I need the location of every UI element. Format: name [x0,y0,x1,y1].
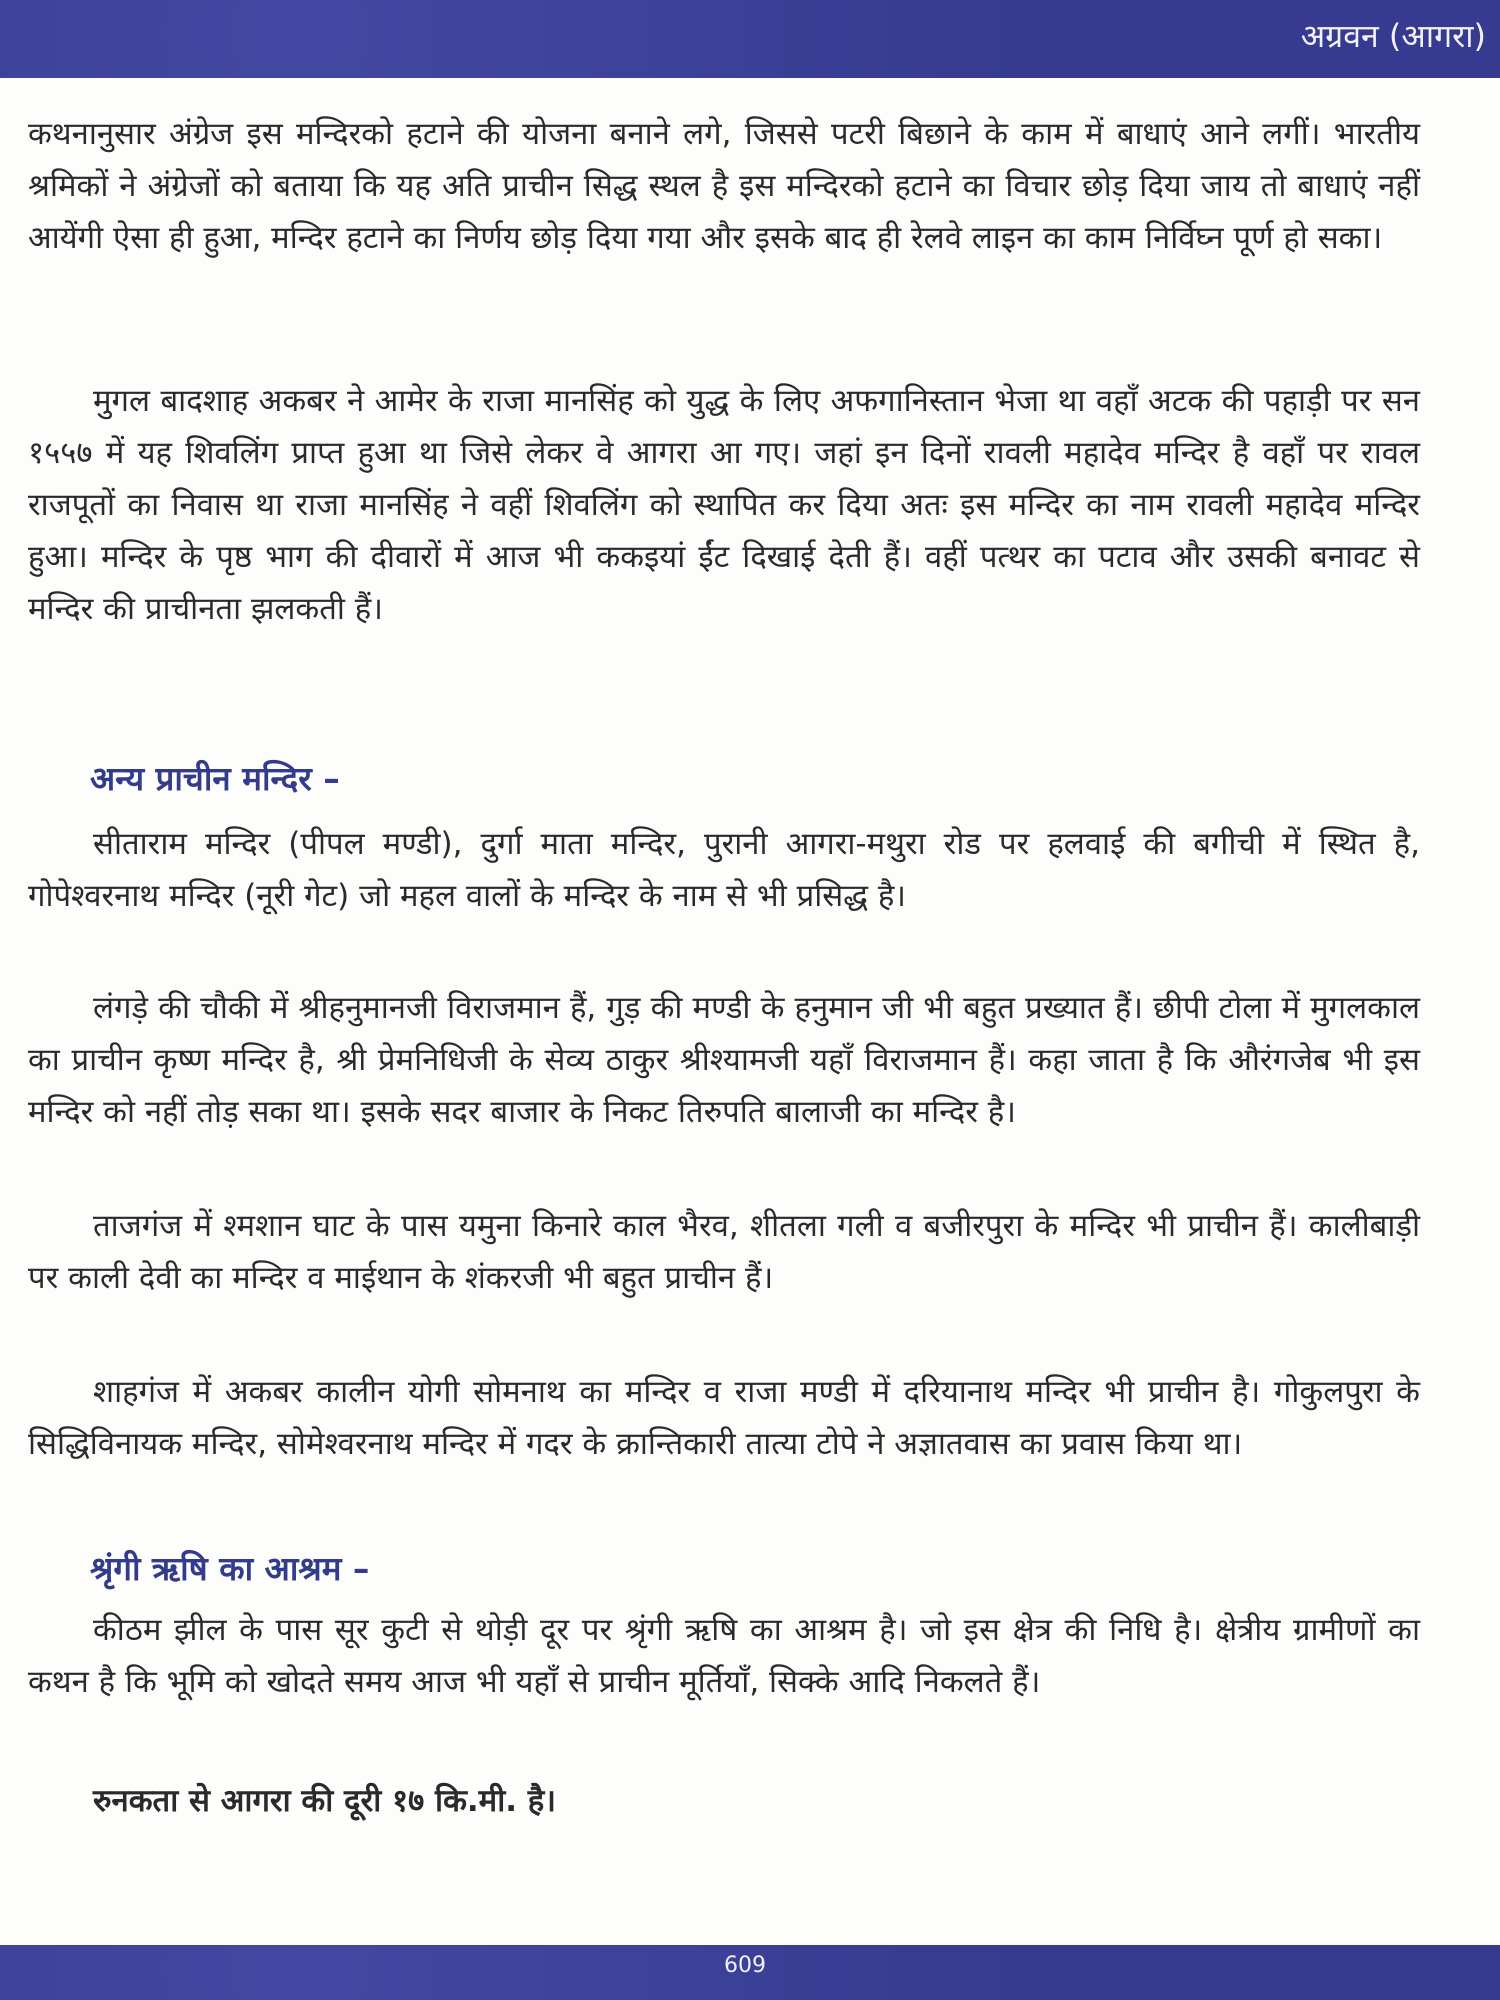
paragraph-1-block [28,108,1420,264]
page-number: 609 [724,1953,766,1978]
paragraph-8-block [28,1775,1420,1827]
paragraph: ताजगंज में श्मशान घाट के पास यमुना किनारे काल भैरव, शीतला गली व बजीरपुरा के मन्दिर भी प्राचीन हैं। कालीबाड़ी पर काली देवी का मन्दिर व माईथान के शंकरजी भी बहुत प्राचीन हैं। [28,1208,1420,1296]
section-heading: अन्य प्राचीन मन्दिर – [90,759,340,798]
paragraph: लंगड़े की चौकी में श्रीहनुमानजी विराजमान हैं, गुड़ की मण्डी के हनुमान जी भी बहुत प्रख्यात हैं। छीपी टोला में मुगलकाल का प्राचीन कृष्ण मन्दिर है, श्री प्रेमनिधिजी के सेव्य ठाकुर श्रीश्यामजी यहाँ विराजमान हैं। कहा जाता है कि औरंगजेब भी इस मन्दिर को नहीं तोड़ सका था। इसके सदर बाजार के निकट तिरुपति बालाजी का मन्दिर है। [28,990,1420,1130]
paragraph: कथनानुसार अंग्रेज इस मन्दिरको हटाने की योजना बनाने लगे, जिससे पटरी बिछाने के काम में बाधाएं आने लगीं। भारतीय श्रमिकों ने अंग्रेजों को बताया कि यह अति प्राचीन सिद्ध स्थल है इस मन्दिरको हटाने का विचार छोड़ दिया जाय तो बाधाएं नहीं आयेंगी ऐसा ही हुआ, मन्दिर हटाने का निर्णय छोड़ दिया गया और इसके बाद ही रेलवे लाइन का काम निर्विघ्न पूर्ण हो सका। [28,116,1420,256]
paragraph-7-block [28,1604,1420,1708]
running-title: अग्रवन (आगरा) [1300,17,1486,55]
header-band [0,0,1500,78]
paragraph: मुगल बादशाह अकबर ने आमेर के राजा मानसिंह को युद्ध के लिए अफगानिस्तान भेजा था वहाँ अटक की पहाड़ी पर सन १५५७ में यह शिवलिंग प्राप्त हुआ था जिसे लेकर वे आगरा आ गए। जहां इन दिनों रावली महादेव मन्दिर है वहाँ पर रावल राजपूतों का निवास था राजा मानसिंह ने वहीं शिवलिंग को स्थापित कर दिया अतः इस मन्दिर का नाम रावली महादेव मन्दिर हुआ। मन्दिर के पृष्ठ भाग की दीवारों में आज भी ककइयां ईंट दिखाई देती हैं। वहीं पत्थर का पटाव और उसकी बनावट से मन्दिर की प्राचीनता झलकती हैं। [28,383,1420,627]
paragraph-4-block [28,982,1420,1138]
paragraph: कीठम झील के पास सूर कुटी से थोड़ी दूर पर श्रृंगी ऋषि का आश्रम है। जो इस क्षेत्र की निधि है। क्षेत्रीय ग्रामीणों का कथन है कि भूमि को खोदते समय आज भी यहाँ से प्राचीन मूर्तियाँ, सिक्के आदि निकलते हैं। [28,1612,1420,1700]
paragraph: सीताराम मन्दिर (पीपल मण्डी), दुर्गा माता मन्दिर, पुरानी आगरा-मथुरा रोड पर हलवाई की बगीची में स्थित है, गोपेश्वरनाथ मन्दिर (नूरी गेट) जो महल वालों के मन्दिर के नाम से भी प्रसिद्ध है। [28,826,1420,914]
distance-note: रुनकता से आगरा की दूरी १७ कि.मी. है। [93,1783,557,1819]
paragraph-2-block [28,375,1420,635]
footer-band [0,1945,1500,2000]
section-heading: श्रृंगी ऋषि का आश्रम – [90,1549,370,1588]
paragraph-3-block [28,818,1420,922]
paragraph: शाहगंज में अकबर कालीन योगी सोमनाथ का मन्दिर व राजा मण्डी में दरियानाथ मन्दिर भी प्राचीन है। गोकुलपुरा के सिद्धिविनायक मन्दिर, सोमेश्वरनाथ मन्दिर में गदर के क्रान्तिकारी तात्या टोपे ने अज्ञातवास का प्रवास किया था। [28,1374,1420,1462]
paragraph-6-block [28,1366,1420,1470]
paragraph-5-block [28,1200,1420,1304]
